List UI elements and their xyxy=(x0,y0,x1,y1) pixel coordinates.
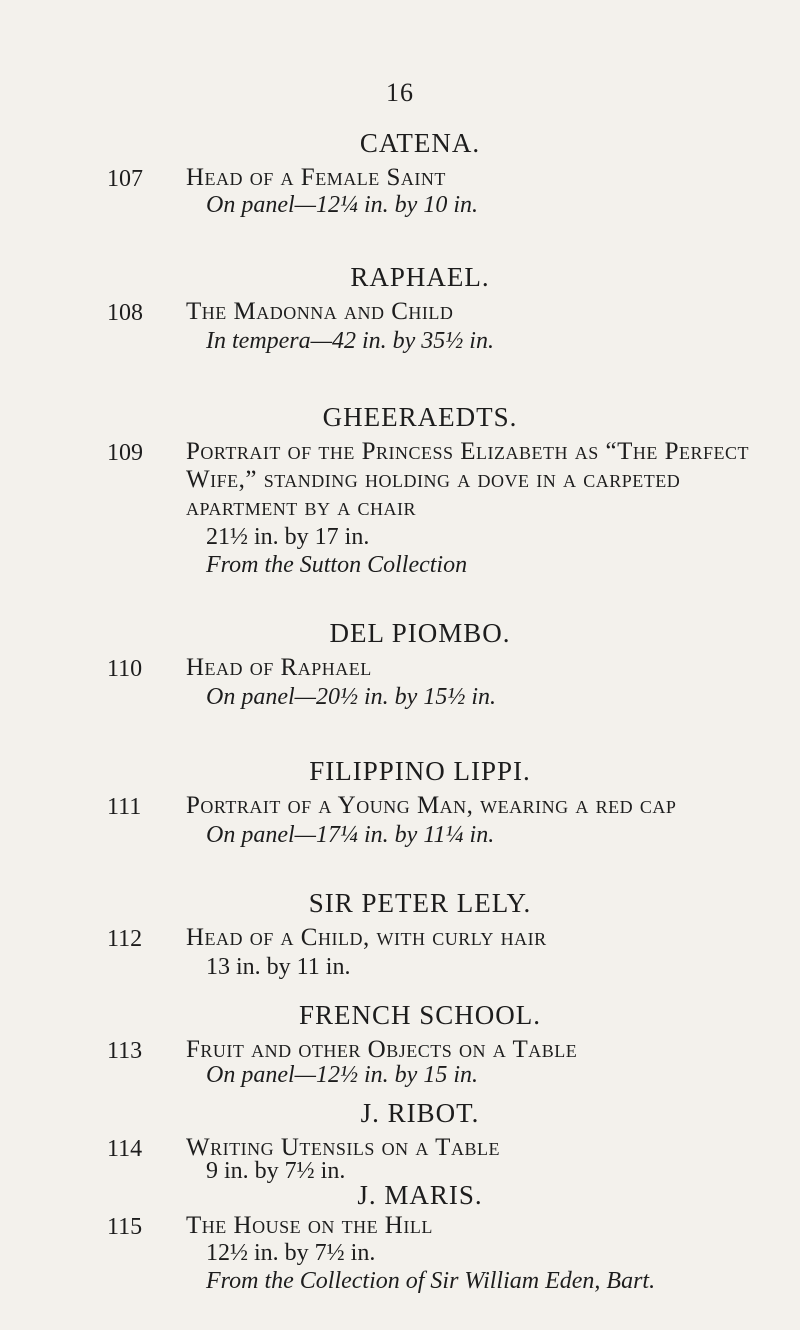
lot-number: 112 xyxy=(107,926,143,952)
artwork-title: The House on the Hill xyxy=(186,1212,433,1239)
lot-number: 111 xyxy=(107,794,142,820)
lot-number: 109 xyxy=(107,440,143,466)
artwork-title: Portrait of the Princess Elizabeth as “The Perfect Wife,” standing holding a dove in a carpeted apartment by a chair xyxy=(186,438,750,521)
artwork-title: Fruit and other Objects on a Table xyxy=(186,1036,578,1063)
artwork-medium-size: On panel—20½ in. by 15½ in. xyxy=(206,684,496,710)
lot-number: 107 xyxy=(107,166,143,192)
artist-name: FILIPPINO LIPPI. xyxy=(309,756,531,786)
provenance: From the Sutton Collection xyxy=(206,552,468,578)
lot-number: 113 xyxy=(107,1038,143,1064)
page-number: 16 xyxy=(386,78,414,107)
artist-name: FRENCH SCHOOL. xyxy=(298,1000,542,1030)
artwork-medium-size: On panel—12¼ in. by 10 in. xyxy=(206,192,478,218)
artwork-medium-size: On panel—12½ in. by 15 in. xyxy=(206,1062,478,1088)
lot-number: 108 xyxy=(107,300,143,326)
artist-name: GHEERAEDTS. xyxy=(322,402,518,432)
artwork-size: 9 in. by 7½ in. xyxy=(206,1158,346,1184)
artwork-title: Head of Raphael xyxy=(186,654,372,681)
artist-name: DEL PIOMBO. xyxy=(329,618,511,648)
artist-name: SIR PETER LELY. xyxy=(308,888,532,918)
artwork-title: Head of a Child, with curly hair xyxy=(186,924,547,951)
artwork-size: 21½ in. by 17 in. xyxy=(206,524,370,550)
artist-name: J. RIBOT. xyxy=(360,1098,480,1128)
artist-name: RAPHAEL. xyxy=(350,262,490,292)
artist-name: J. MARIS. xyxy=(357,1180,483,1210)
artwork-title: Head of a Female Saint xyxy=(186,164,446,191)
provenance: From the Collection of Sir William Eden, Bart. xyxy=(206,1268,656,1294)
artwork-medium-size: On panel—17¼ in. by 11¼ in. xyxy=(206,822,495,848)
lot-number: 110 xyxy=(107,656,143,682)
artwork-title: Portrait of a Young Man, wearing a red cap xyxy=(186,792,677,819)
artwork-title: Writing Utensils on a Table xyxy=(186,1134,500,1161)
artwork-size: 13 in. by 11 in. xyxy=(206,954,351,980)
artwork-medium-size: In tempera—42 in. by 35½ in. xyxy=(206,328,494,354)
artwork-title: The Madonna and Child xyxy=(186,298,454,325)
lot-number: 114 xyxy=(107,1136,143,1162)
artwork-size: 12½ in. by 7½ in. xyxy=(206,1240,376,1266)
lot-number: 115 xyxy=(107,1214,143,1240)
artist-name: CATENA. xyxy=(359,128,481,158)
